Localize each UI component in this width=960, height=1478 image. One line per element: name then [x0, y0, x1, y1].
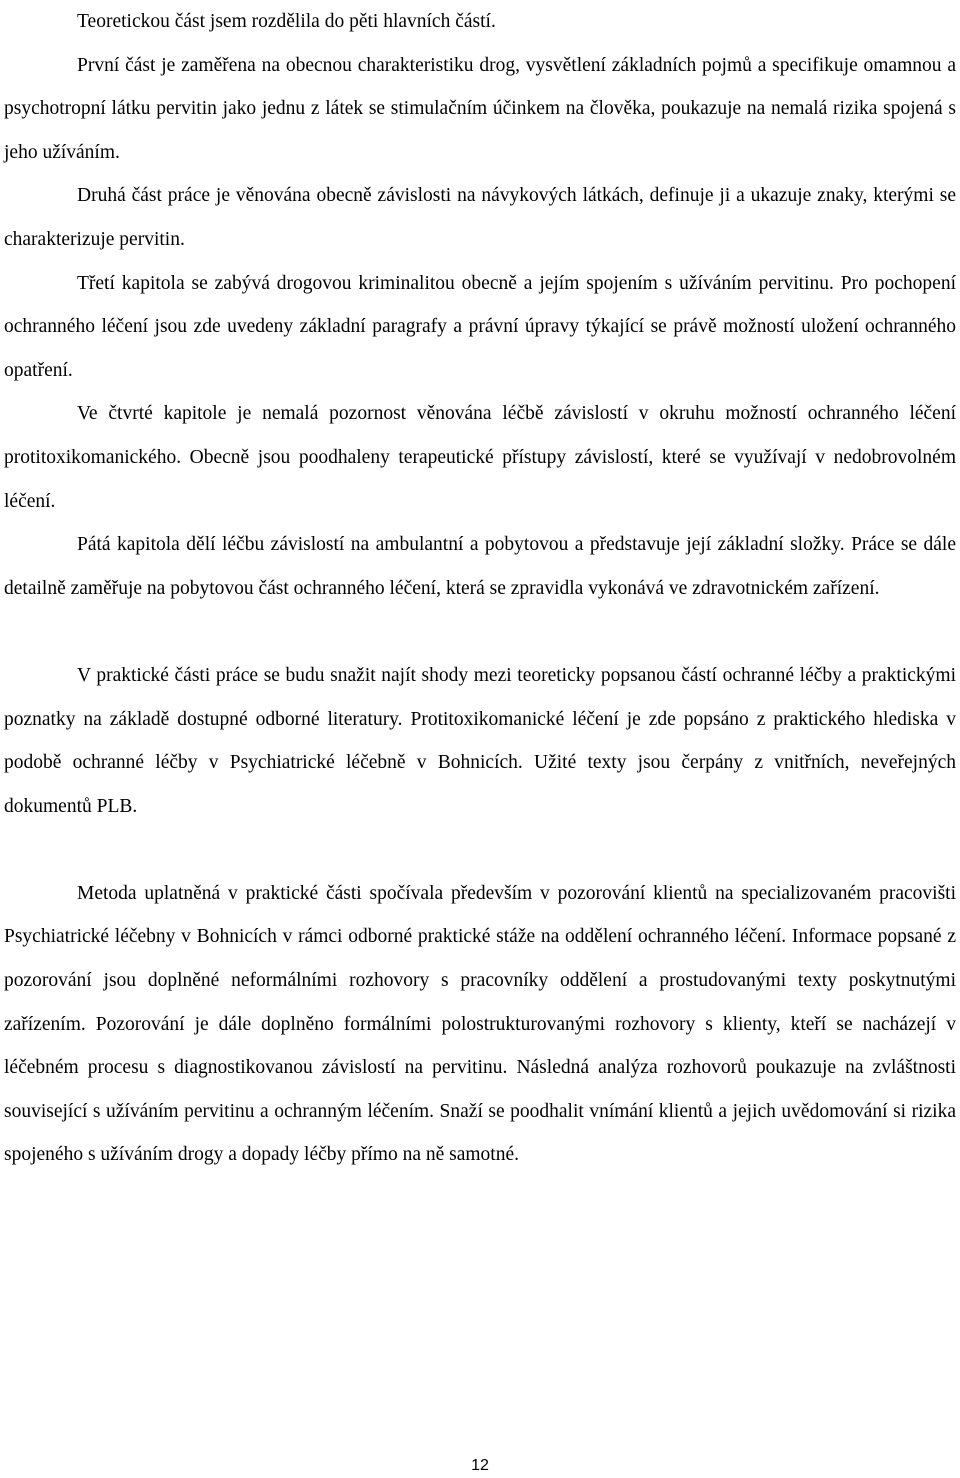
- paragraph-part-two: Druhá část práce je věnována obecně závislosti na návykových látkách, definuje ji a ukazuje znaky, kterými se charakterizuje pervitin.: [4, 185, 956, 250]
- page-number: 12: [471, 1457, 489, 1474]
- paragraph-method: Metoda uplatněná v praktické části spočívala především v pozorování klientů na specializovaném pracovišti Psychiatrické léčebny v Bohnicích v rámci odborné praktické stáže na oddělení ochranného léčení. Informace popsané z pozorování jsou doplněné neformálními rozhovory s pracovníky oddělení a prostudovanými texty poskytnutými zařízením. Pozorování je dále doplněno formálními polostrukturovanými rozhovory s klienty, kteří se nacházejí v léčebném procesu s diagnostikovanou závislostí na pervitinu. Následná analýza rozhovorů poukazuje na zvláštnosti související s užíváním pervitinu a ochranným léčením. Snaží se poodhalit vnímání klientů a jejich uvědomování si rizika spojeného s užíváním drogy a dopady léčby přímo na ně samotné.: [4, 882, 956, 1166]
- paragraph-part-four: Ve čtvrté kapitole je nemalá pozornost věnována léčbě závislostí v okruhu možností ochranného léčení protitoxikomanického. Obecně jsou poodhaleny terapeutické přístupy závislostí, které se využívají v nedobrovolném léčení.: [4, 403, 956, 512]
- document-body: [4, 0, 956, 1177]
- paragraph-part-one: První část je zaměřena na obecnou charakteristiku drog, vysvětlení základních pojmů a specifikuje omamnou a psychotropní látku pervitin jako jednu z látek se stimulačním účinkem na člověka, poukazuje na nemalá rizika spojená s jeho užíváním.: [4, 54, 956, 163]
- paragraph-part-five: Pátá kapitola dělí léčbu závislostí na ambulantní a pobytovou a představuje její základní složky. Práce se dále detailně zaměřuje na pobytovou část ochranného léčení, která se zpravidla vykonává ve zdravotnickém zařízení.: [4, 534, 956, 599]
- paragraph-intro: Teoretickou část jsem rozdělila do pěti hlavních částí.: [77, 11, 496, 32]
- paragraph-part-three: Třetí kapitola se zabývá drogovou kriminalitou obecně a jejím spojením s užíváním pervitinu. Pro pochopení ochranného léčení jsou zde uvedeny základní paragrafy a právní úpravy týkající se právě možností uložení ochranného opatření.: [4, 272, 956, 381]
- paragraph-practical-part: V praktické části práce se budu snažit najít shody mezi teoreticky popsanou částí ochranné léčby a praktickými poznatky na základě dostupné odborné literatury. Protitoxikomanické léčení je zde popsáno z praktického hlediska v podobě ochranné léčby v Psychiatrické léčebně v Bohnicích. Užité texty jsou čerpány z vnitřních, neveřejných dokumentů PLB.: [4, 664, 956, 817]
